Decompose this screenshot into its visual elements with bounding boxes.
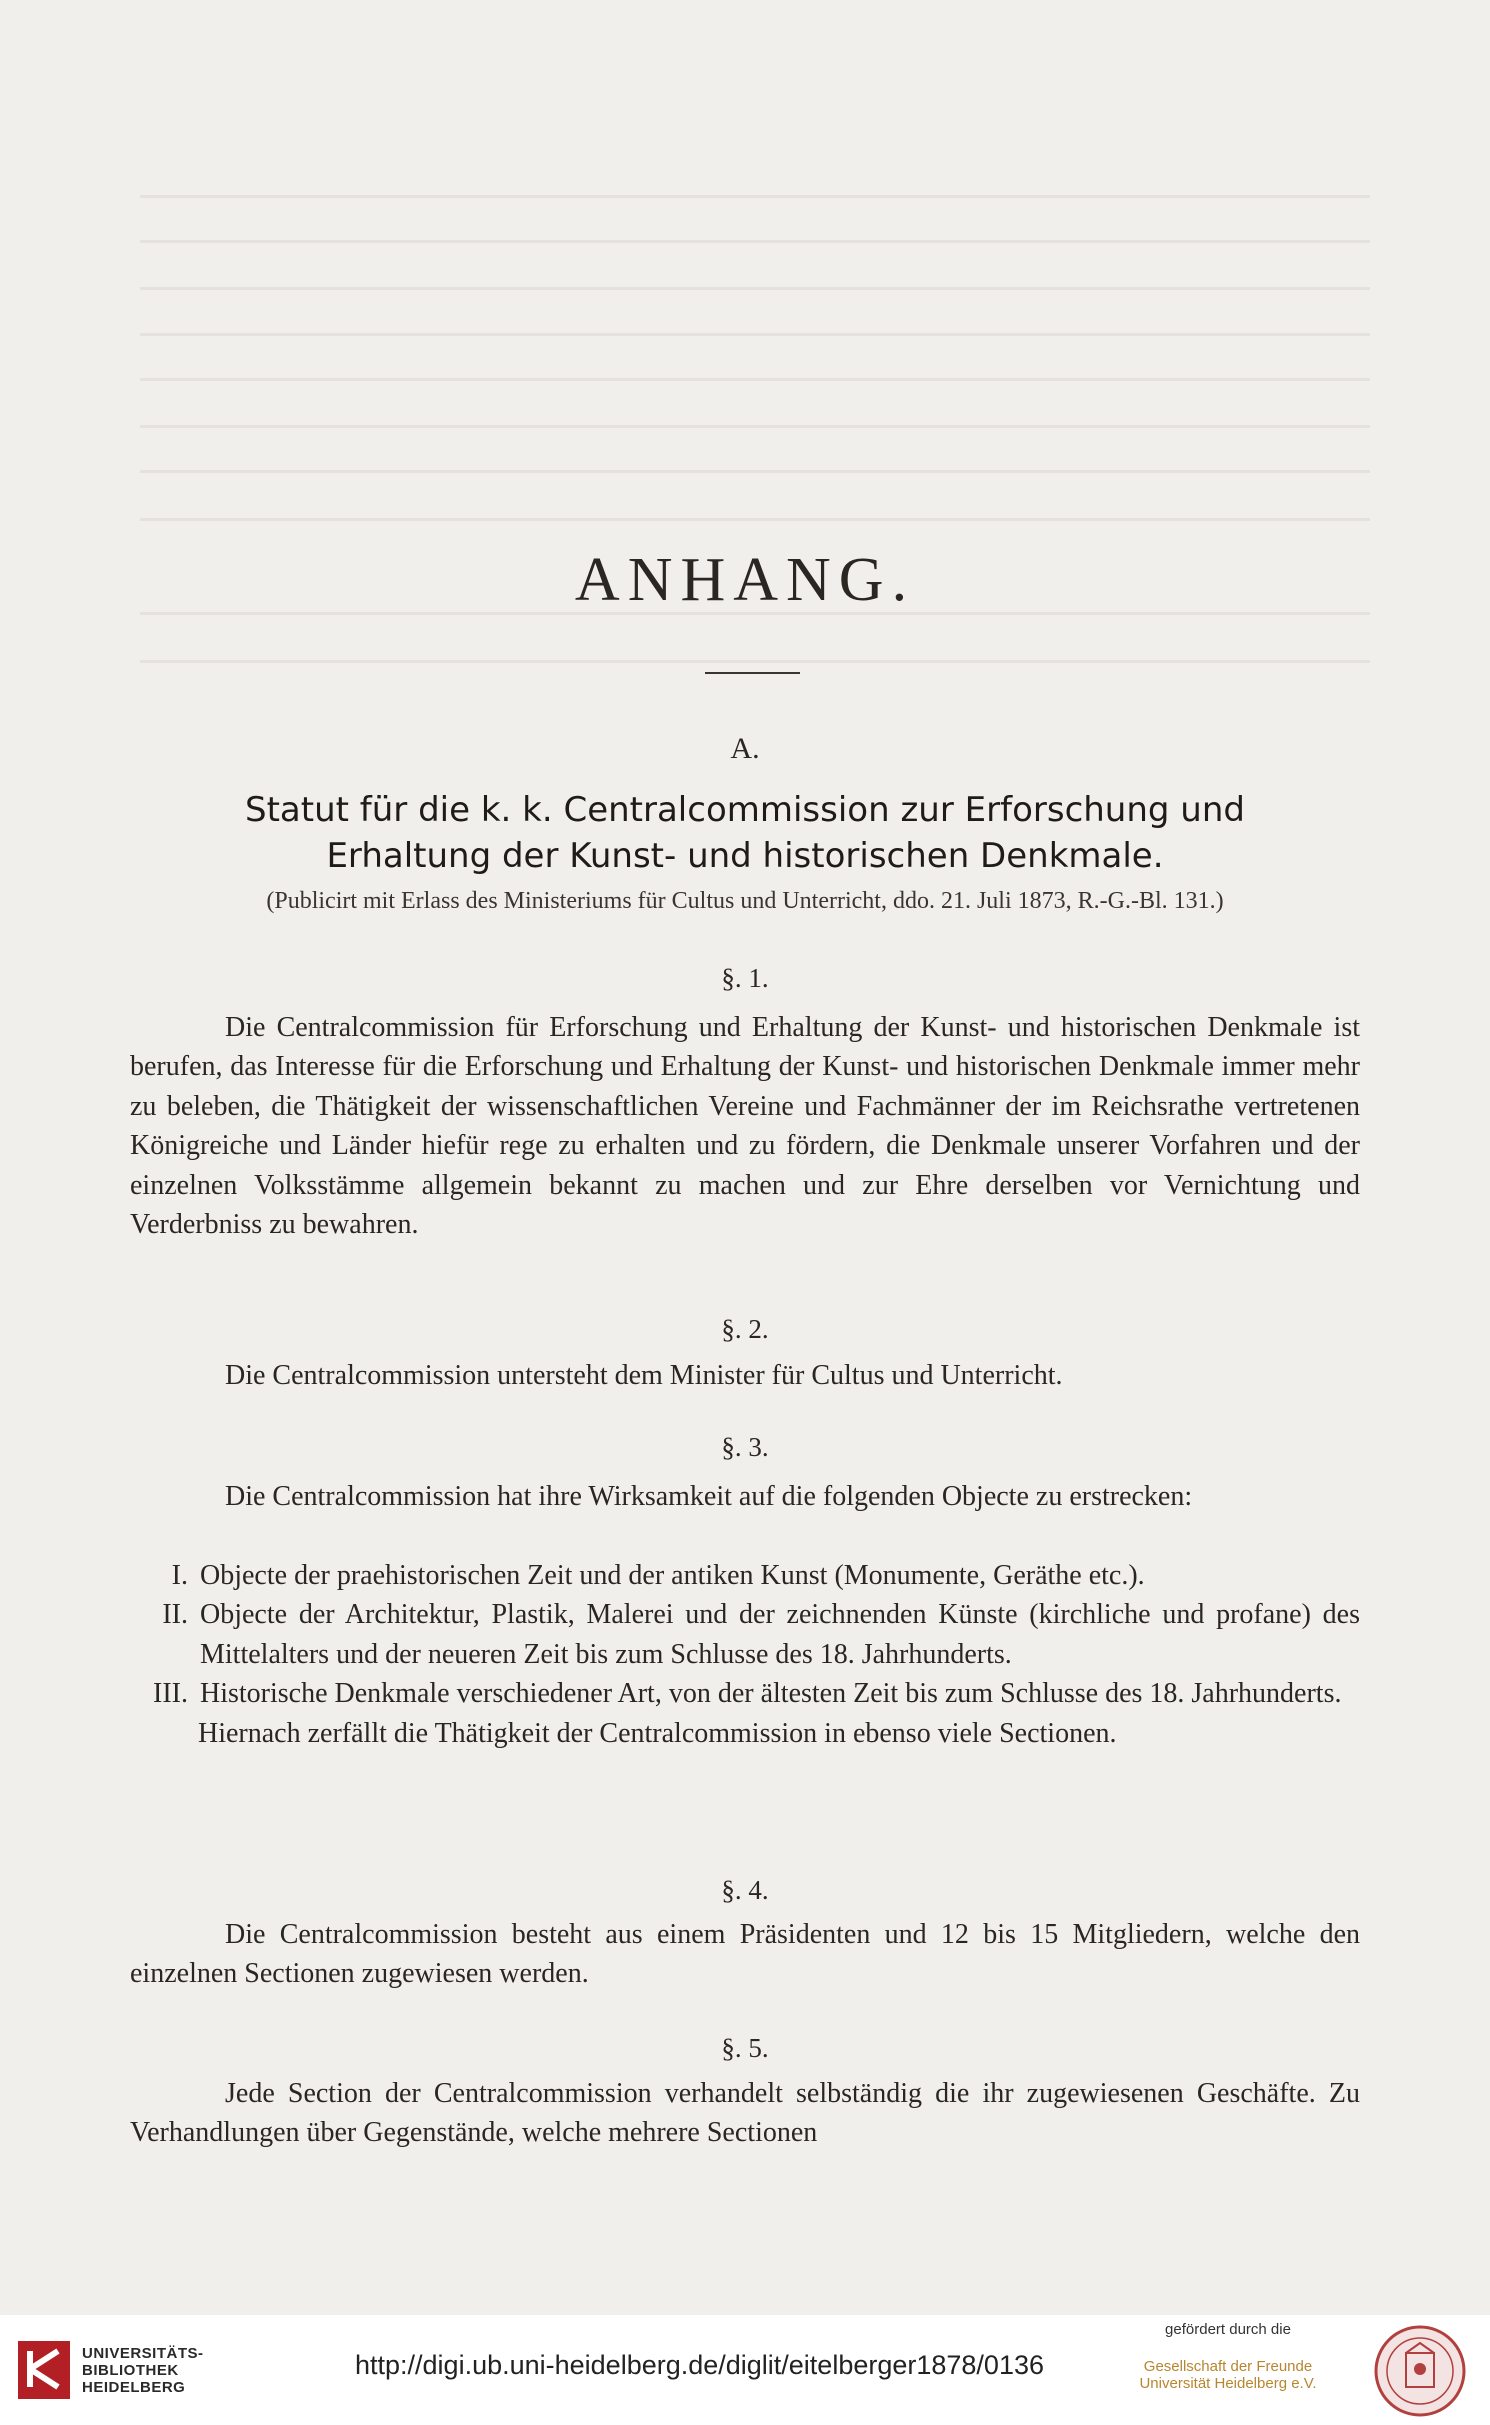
publication-note: (Publicirt mit Erlass des Ministeriums für Cultus und Unterricht, ddo. 21. Juli 1873, R.-G.-Bl. 131.) bbox=[266, 888, 1224, 914]
list-item-text: Historische Denkmale verschiedener Art, von der ältesten Zeit bis zum Schlusse des 18. Jahrhunderts. bbox=[200, 1678, 1342, 1710]
list-item bbox=[130, 1674, 1360, 1713]
list-item-number: II. bbox=[162, 1599, 188, 1631]
paragraph-2 bbox=[130, 1356, 1360, 1395]
paragraph-3-closing: Hiernach zerfällt die Thätigkeit der Centralcommission in ebenso viele Sectionen. bbox=[198, 1717, 1117, 1749]
statute-heading-line1: Statut für die k. k. Centralcommission zur Erforschung und bbox=[245, 790, 1245, 830]
list-item-text: Objecte der Architektur, Plastik, Malerei und der zeichnenden Künste (kirchliche und profane) des Mittelalters und der neueren Zeit bis zum Schlusse des 18. Jahrhunderts. bbox=[200, 1599, 1360, 1670]
library-name bbox=[82, 2345, 204, 2396]
objects-list bbox=[130, 1556, 1360, 1753]
funder-block bbox=[1098, 2321, 1358, 2392]
paragraph-mark-4: §. 4. bbox=[721, 1875, 769, 1905]
title-rule bbox=[705, 672, 800, 674]
digitization-footer bbox=[0, 2315, 1490, 2425]
paragraph-mark-2: §. 2. bbox=[721, 1314, 769, 1344]
list-item bbox=[130, 1556, 1360, 1595]
list-item-number: I. bbox=[171, 1560, 188, 1591]
list-item-number: III. bbox=[153, 1678, 188, 1710]
society-name bbox=[1098, 2358, 1358, 2392]
library-name-line2: BIBLIOTHEK bbox=[82, 2362, 179, 2379]
paragraph-mark-1: §. 1. bbox=[721, 963, 769, 993]
paragraph-4 bbox=[130, 1915, 1360, 1994]
library-name-line3: HEIDELBERG bbox=[82, 2379, 186, 2396]
page-title: ANHANG. bbox=[574, 546, 916, 614]
paragraph-5-text: Jede Section der Centralcommission verhandelt selbständig die ihr zugewiesenen Geschäfte. Zu Verhandlungen über Gegenstände, welche mehrere Sectionen bbox=[130, 2078, 1360, 2149]
permalink-url[interactable]: http://digi.ub.uni-heidelberg.de/diglit/eitelberger1878/0136 bbox=[355, 2350, 1045, 2380]
library-name-line1: UNIVERSITÄTS- bbox=[82, 2345, 204, 2362]
paragraph-mark-5: §. 5. bbox=[721, 2033, 769, 2063]
paragraph-4-text: Die Centralcommission besteht aus einem Präsidenten und 12 bis 15 Mitgliedern, welche den einzelnen Sectionen zugewiesen werden. bbox=[130, 1919, 1360, 1990]
list-item bbox=[130, 1595, 1360, 1674]
paragraph-1-text: Die Centralcommission für Erforschung und Erhaltung der Kunst- und historischen Denkmale ist berufen, das Interesse für die Erforschung und Erhaltung der Kunst- und historischen Denkmale immer mehr zu beleben, die Thätigkeit der wissenschaftlichen Vereine und Fachmänner der im Reichsrathe vertretenen Königreiche und Länder hiefür rege zu erhalten und zu fördern, die Denkmale unserer Vorfahren und der einzelnen Volksstämme allgemein bekannt zu machen und zur Ehre derselben vor Vernichtung und Verderbniss zu bewahren. bbox=[130, 1012, 1360, 1241]
list-item-text: Objecte der praehistorischen Zeit und der antiken Kunst (Monumente, Geräthe etc.). bbox=[200, 1560, 1145, 1591]
paragraph-5 bbox=[130, 2074, 1360, 2153]
funded-by-label: gefördert durch die bbox=[1165, 2321, 1291, 2338]
statute-heading-line2: Erhaltung der Kunst- und historischen Denkmale. bbox=[326, 836, 1164, 876]
section-letter: A. bbox=[730, 732, 760, 765]
university-library-logo-icon bbox=[14, 2337, 74, 2403]
paragraph-1 bbox=[130, 1008, 1360, 1244]
paragraph-3-intro bbox=[130, 1477, 1360, 1516]
society-name-line2: Universität Heidelberg e.V. bbox=[1139, 2375, 1317, 2392]
paragraph-2-text: Die Centralcommission untersteht dem Minister für Cultus und Unterricht. bbox=[225, 1360, 1063, 1391]
paragraph-3-intro-text: Die Centralcommission hat ihre Wirksamkeit auf die folgenden Objecte zu erstrecken: bbox=[225, 1481, 1193, 1512]
university-seal-icon bbox=[1372, 2323, 1468, 2419]
paragraph-mark-3: §. 3. bbox=[721, 1432, 769, 1462]
society-name-line1: Gesellschaft der Freunde bbox=[1143, 2358, 1313, 2375]
